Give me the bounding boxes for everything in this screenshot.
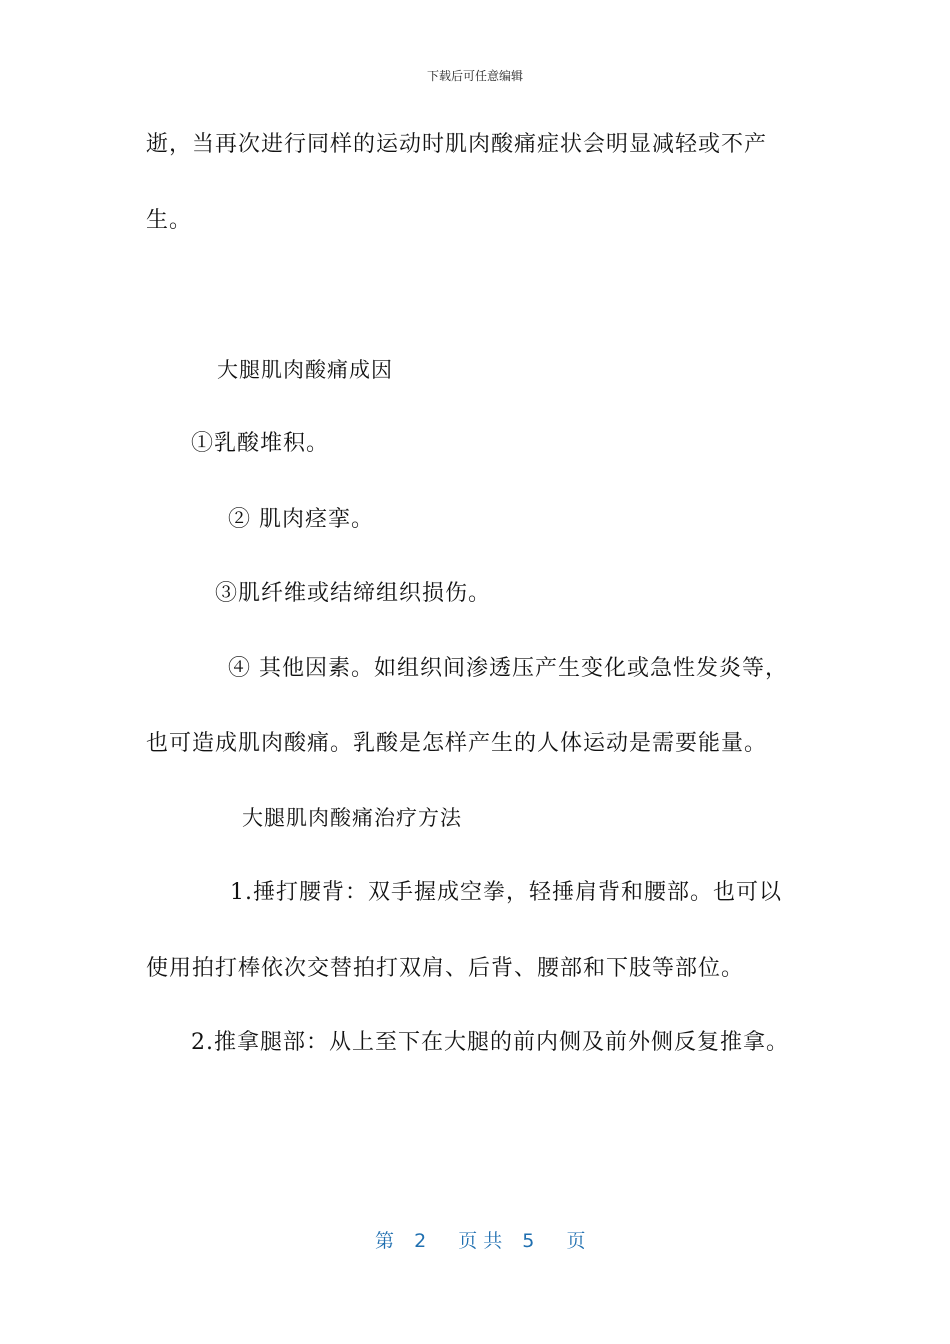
paragraph-line: 使用拍打棒依次交替拍打双肩、后背、腰部和下肢等部位。 [146,956,745,981]
paragraph-line: 逝，当再次进行同样的运动时肌肉酸痛症状会明显减轻或不产 [146,132,768,157]
list-item-treatment-2: 2.推拿腿部：从上至下在大腿的前内侧及前外侧反复推拿。 [191,1030,789,1055]
list-item-cause-1: ①乳酸堆积。 [191,431,330,456]
page-header: 下载后可任意编辑 [426,69,523,83]
footer-middle: 页 共 [458,1230,503,1252]
list-item-cause-3: ③肌纤维或结缔组织损伤。 [215,581,492,606]
section-heading-treatment: 大腿肌肉酸痛治疗方法 [242,806,462,830]
section-heading-causes: 大腿肌肉酸痛成因 [217,358,393,382]
paragraph-line: 生。 [146,208,193,233]
footer-prefix: 第 [375,1230,395,1252]
footer-current-page: 2 [414,1230,427,1252]
paragraph-line: 也可造成肌肉酸痛。乳酸是怎样产生的人体运动是需要能量。 [146,731,768,756]
footer-total-pages: 5 [522,1230,535,1252]
list-item-cause-2: ② 肌肉痉挛。 [228,507,374,532]
footer-suffix: 页 [566,1230,586,1252]
page-footer [375,1226,585,1253]
list-item-treatment-1: 1.捶打腰背：双手握成空拳，轻捶肩背和腰部。也可以 [230,880,782,905]
list-item-cause-4: ④ 其他因素。如组织间渗透压产生变化或急性发炎等， [228,656,788,681]
